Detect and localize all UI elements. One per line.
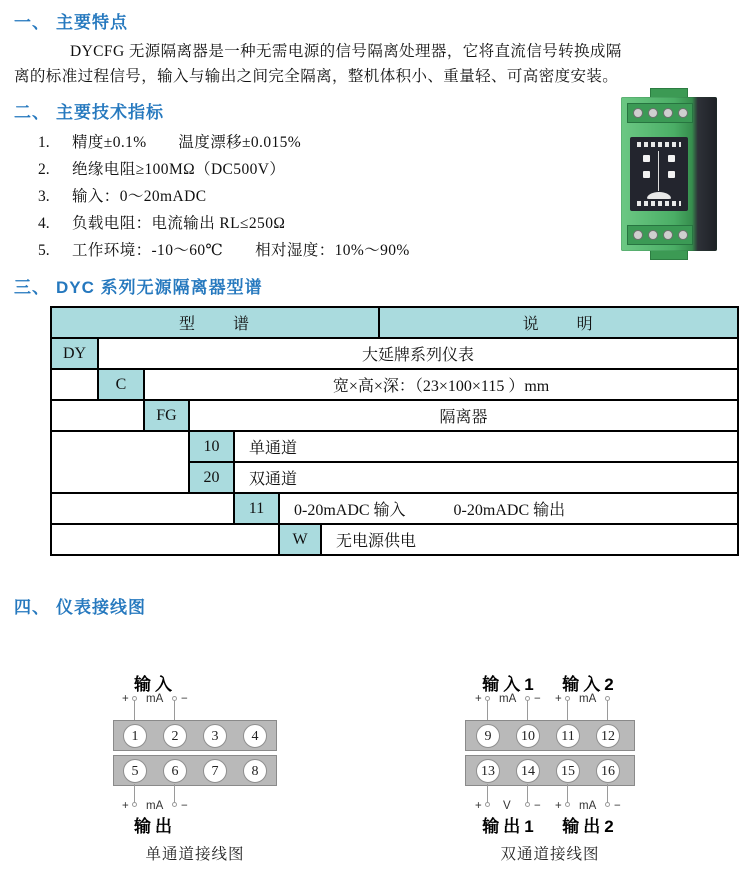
lead-terminal-dot bbox=[605, 802, 610, 807]
wiring-diagrams-area bbox=[14, 654, 726, 878]
lead-wire bbox=[527, 700, 528, 720]
spec-text: 精度±0.1% 温度漂移±0.015% bbox=[72, 134, 302, 151]
spec-number: 5. bbox=[38, 242, 50, 259]
lead-wire bbox=[174, 784, 175, 804]
module-terminal-block-top bbox=[627, 103, 693, 123]
signal-unit: mA bbox=[579, 800, 597, 812]
terminal: 10 bbox=[516, 724, 540, 748]
blank-cell bbox=[51, 400, 144, 431]
model-code-cell: 20 bbox=[189, 462, 234, 493]
spec-text: 工作环境：-10～60℃ 相对湿度：10%～90% bbox=[72, 242, 410, 259]
diagram-caption: 单通道接线图 bbox=[145, 846, 245, 863]
input-label: 输入 bbox=[134, 675, 176, 694]
terminal: 4 bbox=[243, 724, 267, 748]
terminal-strip bbox=[113, 720, 277, 751]
diagram-caption: 双通道接线图 bbox=[500, 846, 600, 863]
output2-label: 输出2 bbox=[562, 817, 618, 836]
spec-text: 绝缘电阻≥100MΩ（DC500V） bbox=[72, 161, 286, 178]
panel-label-strip-bottom bbox=[637, 201, 681, 206]
polarity-plus: + bbox=[122, 800, 129, 812]
screw-icon bbox=[633, 108, 643, 118]
table-row bbox=[51, 369, 738, 400]
lead-wire bbox=[527, 784, 528, 804]
signal-unit: V bbox=[503, 800, 511, 812]
screw-icon bbox=[678, 230, 688, 240]
section-title: 主要特点 bbox=[56, 13, 128, 32]
model-code-cell: FG bbox=[144, 400, 189, 431]
signal-unit: mA bbox=[579, 693, 597, 705]
terminal: 15 bbox=[556, 759, 580, 783]
screw-icon bbox=[678, 108, 688, 118]
terminal: 6 bbox=[163, 759, 187, 783]
model-code-cell: 11 bbox=[234, 493, 279, 524]
model-desc-cell: 宽×高×深：（23×100×115 ）mm bbox=[144, 369, 738, 400]
screw-icon bbox=[648, 108, 658, 118]
table-row bbox=[51, 338, 738, 369]
terminal: 7 bbox=[203, 759, 227, 783]
lead-wire bbox=[174, 700, 175, 720]
polarity-minus: − bbox=[534, 693, 541, 705]
terminal: 1 bbox=[123, 724, 147, 748]
blank-cell bbox=[51, 431, 189, 493]
section-title: DYC 系列无源隔离器型谱 bbox=[56, 278, 263, 297]
section-models-heading bbox=[14, 273, 726, 298]
signal-unit: mA bbox=[146, 800, 164, 812]
signal-unit: mA bbox=[499, 693, 517, 705]
model-desc-cell: 无电源供电 bbox=[321, 524, 738, 555]
input1-label: 输入1 bbox=[482, 675, 538, 694]
section-wiring-heading bbox=[14, 593, 726, 618]
input2-label: 输入2 bbox=[562, 675, 618, 694]
model-code-cell: C bbox=[98, 369, 144, 400]
polarity-plus: + bbox=[555, 693, 562, 705]
model-spectrum-table bbox=[50, 306, 739, 556]
table-row bbox=[51, 400, 738, 431]
model-code-cell: W bbox=[279, 524, 321, 555]
module-led-window bbox=[643, 155, 650, 162]
section-number: 四、 bbox=[14, 598, 50, 617]
section-number: 一、 bbox=[14, 13, 50, 32]
module-led-window bbox=[668, 155, 675, 162]
polarity-plus: + bbox=[122, 693, 129, 705]
section-number: 二、 bbox=[14, 103, 50, 122]
polarity-plus: + bbox=[475, 693, 482, 705]
polarity-plus: + bbox=[555, 800, 562, 812]
model-desc-cell: 隔离器 bbox=[189, 400, 738, 431]
model-desc-cell: 双通道 bbox=[234, 462, 738, 493]
spec-number: 1. bbox=[38, 134, 50, 151]
terminal: 14 bbox=[516, 759, 540, 783]
terminal: 9 bbox=[476, 724, 500, 748]
model-desc-cell: 0-20mADC 输入 0-20mADC 输出 bbox=[279, 493, 738, 524]
blank-cell bbox=[51, 493, 234, 524]
terminal: 5 bbox=[123, 759, 147, 783]
lead-terminal-dot bbox=[172, 802, 177, 807]
polarity-minus: − bbox=[534, 800, 541, 812]
section-number: 三、 bbox=[14, 278, 50, 297]
lead-wire bbox=[487, 784, 488, 804]
terminal: 13 bbox=[476, 759, 500, 783]
polarity-minus: − bbox=[614, 800, 621, 812]
model-code-cell: DY bbox=[51, 338, 98, 369]
single-channel-diagram bbox=[113, 670, 277, 870]
output1-label: 输出1 bbox=[482, 817, 538, 836]
lead-terminal-dot bbox=[485, 802, 490, 807]
spec-number: 2. bbox=[38, 161, 50, 178]
terminal: 3 bbox=[203, 724, 227, 748]
header-model-spectrum: 型 谱 bbox=[51, 307, 379, 338]
model-code-cell: 10 bbox=[189, 431, 234, 462]
screw-icon bbox=[648, 230, 658, 240]
lead-wire bbox=[134, 784, 135, 804]
section-title: 仪表接线图 bbox=[56, 598, 146, 617]
model-desc-cell: 大延牌系列仪表 bbox=[98, 338, 738, 369]
spec-number: 4. bbox=[38, 215, 50, 232]
module-logo bbox=[647, 192, 671, 199]
lead-wire bbox=[487, 700, 488, 720]
terminal-strip bbox=[465, 755, 635, 786]
terminal-strip bbox=[465, 720, 635, 751]
terminal: 16 bbox=[596, 759, 620, 783]
dual-channel-diagram bbox=[465, 670, 635, 870]
lead-terminal-dot bbox=[565, 802, 570, 807]
model-desc-cell: 单通道 bbox=[234, 431, 738, 462]
terminal: 12 bbox=[596, 724, 620, 748]
module-body bbox=[621, 97, 717, 251]
lead-terminal-dot bbox=[525, 802, 530, 807]
lead-wire bbox=[607, 700, 608, 720]
spec-text: 负载电阻：电流输出 RL≤250Ω bbox=[72, 215, 286, 232]
blank-cell bbox=[51, 369, 98, 400]
table-row bbox=[51, 524, 738, 555]
module-led-window bbox=[643, 171, 650, 178]
terminal-strip bbox=[113, 755, 277, 786]
spec-text: 输入：0～20mADC bbox=[72, 188, 207, 205]
lead-wire bbox=[567, 700, 568, 720]
section-features-heading bbox=[14, 8, 726, 33]
table-header-row bbox=[51, 307, 738, 338]
panel-label-strip-top bbox=[637, 142, 681, 147]
spec-number: 3. bbox=[38, 188, 50, 205]
polarity-plus: + bbox=[475, 800, 482, 812]
screw-icon bbox=[633, 230, 643, 240]
terminal: 2 bbox=[163, 724, 187, 748]
lead-terminal-dot bbox=[132, 802, 137, 807]
module-front-panel bbox=[630, 137, 688, 211]
polarity-minus: − bbox=[181, 800, 188, 812]
terminal: 11 bbox=[556, 724, 580, 748]
polarity-minus: − bbox=[181, 693, 188, 705]
table-row bbox=[51, 431, 738, 462]
module-led-window bbox=[668, 171, 675, 178]
lead-wire bbox=[607, 784, 608, 804]
section-title: 主要技术指标 bbox=[56, 103, 164, 122]
panel-divider-line bbox=[658, 151, 659, 191]
screw-icon bbox=[663, 230, 673, 240]
output-label: 输出 bbox=[134, 817, 176, 836]
product-photo bbox=[618, 88, 728, 260]
module-terminal-block-bottom bbox=[627, 225, 693, 245]
blank-cell bbox=[51, 524, 279, 555]
screw-icon bbox=[663, 108, 673, 118]
terminal: 8 bbox=[243, 759, 267, 783]
table-row bbox=[51, 493, 738, 524]
signal-unit: mA bbox=[146, 693, 164, 705]
header-description: 说 明 bbox=[379, 307, 738, 338]
lead-wire bbox=[567, 784, 568, 804]
lead-wire bbox=[134, 700, 135, 720]
features-paragraph: DYCFG 无源隔离器是一种无需电源的信号隔离处理器，它将直流信号转换成隔离的标准过程信号，输入与输出之间完全隔离，整机体积小、重量轻、可高密度安装。 bbox=[14, 43, 622, 85]
